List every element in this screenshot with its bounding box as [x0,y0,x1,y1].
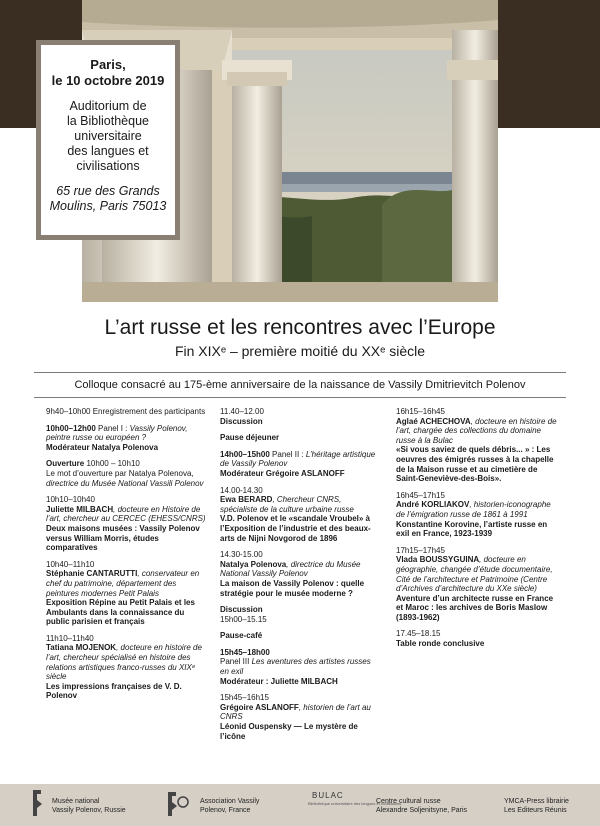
program-entry [220,550,380,598]
event-date-text: Paris, le 10 octobre 2019 [51,57,165,88]
program-text: , docteure en histoire de l’art, chargée des collections du domaine russe à la Bulac [396,416,557,445]
page-subtitle: Fin XIXᵉ – première moitié du XXᵉ siècle [174,343,426,359]
program-column-2 [220,407,380,748]
divider-top [34,372,566,373]
program-text: Le mot d’ouverture par Natalya Polenova, [46,468,194,478]
program-text: Natalya Polenova [220,559,287,569]
program-entry [396,407,560,484]
program-text: Deux maisons musées : Vassily Polenov versus William Morris, études comparatives [46,523,200,553]
program-text: Les impressions françaises de V. D. Polenov [46,681,182,701]
program-text: V.D. Polenov et le «scandale Vroubel» à l’Exposition de l’industrie et des beaux-arts de Nijni Novgorod de 1896 [220,514,371,543]
program-text: , conservateur en chef du patrimoine, département des peintures modernes Petit Palais [46,569,200,598]
program-text: Vlada BOUSSYGUINA [396,555,480,565]
program-text: , docteure en histoire de l’art, chercheur spécialisé en histoire des relations artistiques franco-russes du XIXᵉ siècle [46,643,202,682]
program-entry [46,459,206,488]
program-text: , historien-iconographe de l’émigration russe de 1861 à 1991 [396,500,551,519]
program-text: 14.30-15.00 [220,550,263,560]
program-entry [396,491,560,539]
program-entry [396,629,560,648]
program-entry [46,560,206,627]
partner-ymca-press: YMCA-Press librairie Les Editeurs Réunis [504,798,569,814]
program-text: 11.40–12.00 [220,407,264,416]
program-column-1 [46,407,206,708]
program-text: Vassily Polenov, peintre russe ou européen ? [46,423,188,443]
program-text: André KORLIAKOV [396,500,470,510]
program-text: , docteure en Histoire de l’art, chercheur au CERCEC (EHESS/CNRS) [46,504,206,524]
program-text: 15h45–18h00 [220,647,270,657]
program-text: 17.45–18.15 [396,629,441,639]
program-text: L’héritage artistique de Vassily Polenov [220,449,376,469]
partner-museum: Musée national Vassily Polenov, Russie [52,798,126,814]
event-venue [45,99,171,174]
museum-logo-icon [30,788,46,818]
program-text: La maison de Vassily Polenov : quelle stratégie pour le musée moderne ? [220,578,365,598]
program-text: Aventure d’un architecte russe en France et Maroc : les archives de Boris Maslow (1893-1962) [396,593,554,622]
program-entry [220,693,380,741]
program-text: 17h15–17h45 [396,545,445,555]
program-text: , directrice du Musée National Vassily Polenov [220,559,361,579]
program-text: Konstantine Korovine, l’artiste russe en exil en France, 1923-1939 [396,519,548,539]
program-text: 9h40–10h00 Enregistrement des participants [46,407,206,416]
program-entry [46,407,206,417]
colloque-description: Colloque consacré au 175-ème anniversaire de la naissance de Vassily Dmitrievitch Polenov [74,379,526,391]
program-text: Panel II : [272,449,306,459]
program-text: Pause déjeuner [220,433,280,443]
program-text: 14h00–15h00 [220,449,273,459]
program-entry [46,634,206,701]
event-address [45,184,171,214]
program-text: Modérateur Natalya Polenova [46,442,159,452]
program-entry [220,631,380,641]
program-text: Ewa BERARD [220,495,273,505]
program-text: Table ronde conclusive [396,639,485,649]
program-entry [396,546,560,623]
association-logo-icon [166,788,190,818]
program-text: Panel I : [98,423,130,433]
program-text: Stéphanie CANTARUTTI [46,569,138,579]
program-text: 16h45–17h15 [396,490,445,500]
program-text: 10h00–12h00 [46,423,99,433]
program-text: , Chercheur CNRS, spécialiste de la culture urbaine russe [220,495,354,514]
program-text: 11h10–11h40 [46,633,94,643]
program-text: Pause-café [220,631,263,641]
partner-centre-culturel: Centre cultural russe Alexandre Soljenitsyne, Paris [376,798,468,814]
bulac-logo-icon: BULAC [312,791,344,800]
program-text: directrice du Musée National Vassili Polenov [46,478,204,488]
program-text: 14.00-14.30 [220,485,263,495]
program-text: «Si vous saviez de quels débris... » : Les oeuvres des émigrés russes à la chapelle de la Maison russe et au cimetière de Saint-Geneviève-des-Bois». [396,445,554,484]
program-text: 16h15–16h45 [396,407,445,416]
program-entry [220,433,380,443]
program-text: Tatiana MOJENOK [46,643,117,653]
program-entry [220,407,380,426]
program-text: Modérateur : Juliette MILBACH [220,676,338,686]
program-text: Juliette MILBACH [46,504,114,514]
program-text: 10h40–11h10 [46,559,95,569]
program-text: Ouverture [46,459,87,469]
divider-bottom [34,397,566,398]
program-entry [220,486,380,544]
page-title: L’art russe et les rencontres avec l’Europe [104,316,496,339]
program-entry [220,605,380,624]
program-text: Les aventures des artistes russes en exil [220,657,371,677]
program-text: 15h00–15.15 [220,614,267,624]
partner-association: Association Vassily Polenov, France [200,798,260,814]
program-text: Aglaé ACHECHOVA [396,416,471,426]
program-text: 10h00 – 10h10 [86,459,140,469]
event-info-box [36,40,180,240]
partners-footer [0,784,600,826]
program-text: 15h45–16h15 [220,693,269,703]
program-text: Discussion [220,605,263,615]
program-text: Exposition Répine au Petit Palais et les Ambulants dans la connaissance du public parisien et français [46,598,195,627]
program-entry [46,424,206,453]
program-text: , docteure en géographie, changée d’étude documentaire, Cité de l’architecture et Patrimoine (Centre d’Archives d’architecture du XXe siècle) [396,555,553,594]
event-address-text: 65 rue des Grands Moulins, Paris 75013 [49,184,167,213]
program-entry [220,648,380,686]
program-text: Léonid Ouspensky — Le mystère de l’icône [220,722,358,741]
program-entry [220,450,380,479]
program-column-3 [396,407,560,656]
event-date [45,57,171,89]
bulac-logo-subtitle: Bibliothèque universitaire des langues et civilisations [308,801,402,806]
program-text: 10h10–10h40 [46,495,95,505]
program-text: Panel III [220,657,252,667]
program-text: , historien de l’art au CNRS [220,702,371,722]
event-venue-text: Auditorium de la Bibliothèque universitaire des langues et civilisations [66,99,149,173]
program-entry [46,495,206,553]
program-text: Grégoire ASLANOFF [220,702,299,712]
program-text: Discussion [220,416,263,426]
program-text: Modérateur Grégoire ASLANOFF [220,468,345,478]
